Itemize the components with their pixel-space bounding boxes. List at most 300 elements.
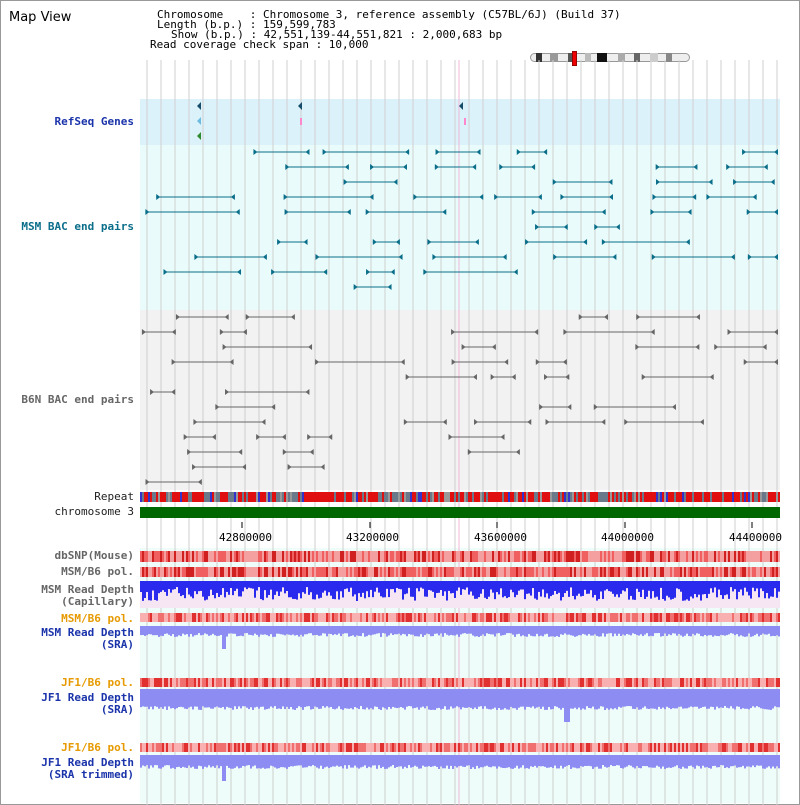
depth-bar [732, 581, 734, 591]
snp-strip-cell [244, 678, 246, 687]
depth-bar [766, 581, 768, 593]
depth-bar [222, 581, 224, 588]
snp-strip-cell [400, 567, 402, 577]
snp-strip-cell [692, 551, 694, 562]
snp-strip-cell [258, 678, 260, 687]
bac-end-marker [448, 434, 452, 440]
snp-strip-cell [586, 678, 588, 687]
snp-strip-cell [182, 678, 184, 687]
repeat-bar [378, 492, 380, 502]
repeat-bar [588, 492, 590, 502]
repeat-bar [316, 492, 318, 502]
repeat-bar [342, 492, 344, 502]
snp-strip-cell [714, 551, 716, 562]
repeat-bar [596, 492, 598, 502]
snp-strip-cell [220, 743, 222, 752]
depth-bar [520, 755, 522, 768]
snp-strip-cell [566, 567, 568, 577]
bac-end-marker [774, 329, 778, 335]
snp-strip-cell [304, 613, 306, 622]
bac-end-marker [479, 194, 483, 200]
snp-strip-cell [462, 613, 464, 622]
snp-strip-cell [524, 743, 526, 752]
depth-bar [676, 626, 678, 636]
depth-bar [634, 626, 636, 634]
snp-strip-cell [392, 678, 394, 687]
snp-strip-cell [490, 551, 492, 562]
snp-strip-cell [532, 613, 534, 622]
snp-strip-cell [580, 613, 582, 622]
repeat-bar [154, 492, 156, 502]
snp-strip-cell [448, 613, 450, 622]
repeat-bar [532, 492, 534, 502]
depth-bar [708, 581, 710, 594]
snp-strip-cell [696, 678, 698, 687]
depth-bar [582, 689, 584, 709]
snp-strip-cell [456, 678, 458, 687]
depth-bar [188, 689, 190, 707]
depth-bar [356, 755, 358, 768]
bac-end-marker [695, 344, 699, 350]
depth-bar [752, 755, 754, 766]
bac-end-marker [714, 344, 718, 350]
snp-strip-cell [180, 743, 182, 752]
depth-bar [190, 581, 192, 597]
depth-bar [330, 626, 332, 634]
snp-strip-cell [256, 678, 258, 687]
snp-strip-cell [398, 678, 400, 687]
jf1-b6-pol-label-2[interactable]: JF1/B6 pol. [61, 741, 134, 754]
snp-strip-cell [592, 743, 594, 752]
repeat-bar [514, 492, 516, 502]
depth-bar [174, 581, 176, 589]
depth-bar [184, 581, 186, 598]
repeat-bar [300, 492, 302, 502]
depth-bar [722, 581, 724, 599]
bac-end-marker [307, 434, 311, 440]
depth-bar [718, 626, 720, 636]
depth-bar [636, 581, 638, 589]
snp-strip-cell [678, 613, 680, 622]
snp-strip-cell [196, 551, 198, 562]
depth-bar [456, 755, 458, 768]
repeat-bar [392, 492, 394, 502]
msm-read-depth-sra-label[interactable]: MSM Read Depth [41, 626, 134, 639]
snp-strip-cell [570, 613, 572, 622]
snp-strip-cell [750, 567, 752, 577]
snp-strip-cell [654, 613, 656, 622]
depth-bar [370, 755, 372, 768]
depth-bar [556, 581, 558, 594]
depth-bar [420, 581, 422, 588]
snp-strip-cell [416, 567, 418, 577]
snp-strip-cell [264, 743, 266, 752]
snp-strip-cell [766, 613, 768, 622]
depth-bar [414, 581, 416, 601]
depth-bar [478, 626, 480, 637]
depth-bar [712, 689, 714, 707]
depth-bar [178, 755, 180, 767]
snp-strip-cell [290, 613, 292, 622]
snp-strip-cell [276, 551, 278, 562]
bac-end-marker [564, 224, 568, 230]
snp-strip-cell [704, 678, 706, 687]
repeat-bar [266, 492, 268, 502]
msm-bac-label[interactable]: MSM BAC end pairs [21, 220, 134, 233]
snp-strip-cell [350, 678, 352, 687]
snp-strip-cell [650, 678, 652, 687]
snp-strip-cell [684, 567, 686, 577]
bac-end-marker [310, 449, 314, 455]
snp-strip-cell [690, 551, 692, 562]
depth-bar [488, 689, 490, 709]
snp-strip-cell [478, 551, 480, 562]
snp-strip-cell [300, 678, 302, 687]
snp-strip-cell [396, 613, 398, 622]
bac-end-marker [594, 404, 598, 410]
snp-strip-cell [482, 678, 484, 687]
msm-read-depth-capillary-label[interactable]: MSM Read Depth [41, 583, 134, 596]
snp-strip-cell [596, 678, 598, 687]
depth-bar [630, 581, 632, 596]
snp-strip-cell [552, 678, 554, 687]
snp-strip-cell [330, 743, 332, 752]
snp-strip-cell [316, 613, 318, 622]
snp-strip-cell [544, 567, 546, 577]
snp-strip-cell [442, 567, 444, 577]
depth-bar [300, 755, 302, 765]
bac-end-marker [546, 419, 550, 425]
depth-bar [694, 626, 696, 635]
depth-bar [544, 581, 546, 597]
snp-strip-cell [264, 678, 266, 687]
depth-bar [624, 626, 626, 635]
depth-bar [254, 689, 256, 707]
bac-end-marker [212, 434, 216, 440]
depth-bar [674, 755, 676, 766]
repeat-bar [608, 492, 610, 502]
depth-bar [776, 581, 778, 598]
snp-strip-cell [284, 567, 286, 577]
depth-bar [696, 689, 698, 707]
snp-strip-cell [266, 551, 268, 562]
snp-strip-cell [640, 613, 642, 622]
snp-strip-cell [582, 613, 584, 622]
depth-bar [740, 755, 742, 767]
snp-strip-cell [660, 551, 662, 562]
depth-bar [408, 581, 410, 588]
depth-bar [620, 581, 622, 594]
snp-strip-cell [190, 678, 192, 687]
snp-strip-cell [612, 743, 614, 752]
snp-strip-cell [192, 551, 194, 562]
depth-bar [654, 689, 656, 709]
jf1-read-depth-sra-label[interactable]: JF1 Read Depth [41, 691, 134, 704]
snp-strip-cell [360, 678, 362, 687]
snp-strip-cell [280, 567, 282, 577]
snp-strip-cell [242, 743, 244, 752]
repeat-bar [776, 492, 778, 502]
depth-bar [352, 581, 354, 596]
snp-strip-cell [630, 567, 632, 577]
snp-strip-cell [202, 567, 204, 577]
depth-bar [344, 626, 346, 633]
snp-strip-cell [474, 743, 476, 752]
snp-strip-cell [434, 743, 436, 752]
depth-bar [622, 626, 624, 634]
snp-strip-cell [222, 678, 224, 687]
repeat-bar [652, 492, 654, 502]
snp-strip-cell [284, 551, 286, 562]
depth-bar [474, 581, 476, 599]
depth-bar [142, 755, 144, 765]
depth-bar [672, 581, 674, 599]
depth-bar [622, 689, 624, 707]
depth-bar [386, 581, 388, 589]
b6n-bac-label[interactable]: B6N BAC end pairs [21, 393, 134, 406]
snp-strip-cell [774, 551, 776, 562]
snp-strip-cell [506, 613, 508, 622]
repeat-bar [256, 492, 258, 502]
depth-bar [394, 626, 396, 634]
depth-bar [336, 581, 338, 591]
depth-bar [140, 689, 142, 707]
snp-strip-cell [720, 613, 722, 622]
snp-strip-cell [710, 743, 712, 752]
depth-bar [244, 581, 246, 587]
repeat-bar [174, 492, 176, 502]
depth-bar [690, 689, 692, 706]
depth-bar [246, 755, 248, 765]
snp-strip-cell [506, 551, 508, 562]
snp-strip-cell [732, 551, 734, 562]
snp-strip-cell [460, 551, 462, 562]
snp-strip-cell [196, 567, 198, 577]
repeat-label[interactable]: Repeat [94, 490, 134, 503]
snp-strip-cell [142, 567, 144, 577]
depth-bar [374, 689, 376, 706]
repeat-bar [730, 492, 732, 502]
bac-end-marker [543, 149, 547, 155]
depth-bar [664, 689, 666, 709]
snp-strip-cell [590, 551, 592, 562]
depth-bar [308, 581, 310, 595]
dbsnp-label[interactable]: dbSNP(Mouse) [54, 549, 134, 562]
snp-strip-cell [306, 613, 308, 622]
depth-bar [658, 755, 660, 767]
snp-strip-cell [222, 613, 224, 622]
snp-strip-cell [528, 678, 530, 687]
snp-strip-cell [342, 551, 344, 562]
snp-strip-cell [758, 567, 760, 577]
depth-bar [742, 581, 744, 595]
snp-strip-cell [668, 743, 670, 752]
repeat-bar [644, 492, 646, 502]
depth-bar [232, 755, 234, 769]
depth-bar [670, 581, 672, 600]
depth-bar [768, 755, 770, 766]
snp-strip-cell [218, 743, 220, 752]
depth-bar [482, 626, 484, 634]
depth-bar [646, 755, 648, 766]
depth-bar [704, 755, 706, 767]
depth-bar [538, 626, 540, 636]
snp-strip-cell [404, 678, 406, 687]
depth-bar [238, 581, 240, 596]
refseq-genes-label[interactable]: RefSeq Genes [54, 115, 134, 128]
depth-bar [412, 755, 414, 767]
jf1-read-depth-trimmed-sub: (SRA trimmed) [47, 768, 134, 781]
depth-bar [318, 755, 320, 769]
snp-strip-cell [412, 567, 414, 577]
snp-strip-cell [698, 613, 700, 622]
depth-bar [730, 626, 732, 633]
repeat-bar [592, 492, 594, 502]
snp-strip-cell [330, 678, 332, 687]
depth-bar [504, 581, 506, 596]
depth-bar [464, 581, 466, 590]
depth-bar [472, 755, 474, 767]
depth-bar [462, 626, 464, 634]
snp-strip-cell [768, 678, 770, 687]
snp-strip-cell [340, 551, 342, 562]
snp-strip-cell [288, 743, 290, 752]
snp-strip-cell [192, 567, 194, 577]
snp-strip-cell [436, 567, 438, 577]
msm-b6-pol-label-1[interactable]: MSM/B6 pol. [61, 565, 134, 578]
depth-bar [346, 755, 348, 769]
jf1-read-depth-trimmed-label[interactable]: JF1 Read Depth [41, 756, 134, 769]
snp-strip-cell [724, 743, 726, 752]
snp-strip-cell [314, 613, 316, 622]
bac-end-marker [764, 164, 768, 170]
repeat-bar [502, 492, 504, 502]
repeat-bar [726, 492, 728, 502]
depth-bar [246, 626, 248, 633]
depth-bar [510, 755, 512, 769]
depth-bar [576, 755, 578, 768]
snp-strip-cell [672, 613, 674, 622]
snp-strip-cell [628, 567, 630, 577]
snp-strip-cell [158, 551, 160, 562]
bac-end-marker [744, 359, 748, 365]
depth-bar [372, 626, 374, 635]
depth-bar [510, 626, 512, 633]
depth-bar [362, 755, 364, 767]
chromosome-label[interactable]: chromosome 3 [54, 505, 134, 518]
depth-bar [700, 755, 702, 768]
snp-strip-cell [730, 567, 732, 577]
snp-strip-cell [468, 567, 470, 577]
snp-strip-cell [704, 567, 706, 577]
depth-bar [618, 626, 620, 634]
snp-strip-cell [438, 551, 440, 562]
bac-end-marker [531, 164, 535, 170]
depth-bar [454, 689, 456, 708]
snp-strip-cell [428, 567, 430, 577]
depth-bar [518, 626, 520, 634]
snp-strip-cell [628, 743, 630, 752]
depth-bar [628, 626, 630, 635]
snp-strip-cell [312, 567, 314, 577]
snp-strip-cell [674, 678, 676, 687]
snp-strip-cell [356, 743, 358, 752]
repeat-bar [694, 492, 696, 502]
snp-strip-cell [272, 743, 274, 752]
depth-bar [152, 689, 154, 709]
snp-strip-cell [670, 743, 672, 752]
snp-strip-cell [496, 551, 498, 562]
snp-strip-cell [240, 567, 242, 577]
depth-bar [392, 755, 394, 765]
depth-bar [278, 755, 280, 768]
snp-strip-cell [368, 551, 370, 562]
repeat-bar [554, 492, 556, 502]
snp-strip-cell [772, 743, 774, 752]
depth-bar [626, 689, 628, 706]
snp-strip-cell [508, 613, 510, 622]
snp-strip-cell [480, 567, 482, 577]
repeat-bar [674, 492, 676, 502]
snp-strip-cell [716, 678, 718, 687]
depth-bar [586, 626, 588, 636]
snp-strip-cell [596, 551, 598, 562]
snp-strip-cell [384, 551, 386, 562]
repeat-bar [628, 492, 630, 502]
depth-bar [672, 689, 674, 708]
repeat-bar [302, 492, 304, 502]
snp-strip-cell [252, 551, 254, 562]
depth-bar [402, 689, 404, 708]
depth-bar [296, 581, 298, 600]
snp-strip-cell [364, 551, 366, 562]
snp-strip-cell [520, 567, 522, 577]
depth-bar [200, 626, 202, 635]
jf1-b6-pol-label-1[interactable]: JF1/B6 pol. [61, 676, 134, 689]
snp-strip-cell [536, 613, 538, 622]
snp-strip-cell [306, 551, 308, 562]
snp-strip-cell [328, 743, 330, 752]
depth-bar [642, 689, 644, 708]
snp-strip-cell [712, 567, 714, 577]
depth-bar [314, 755, 316, 766]
snp-strip-cell [540, 551, 542, 562]
depth-bar [292, 689, 294, 709]
snp-strip-cell [496, 567, 498, 577]
snp-strip-cell [518, 678, 520, 687]
bac-end-marker [373, 239, 377, 245]
snp-strip-cell [190, 743, 192, 752]
depth-bar [594, 626, 596, 634]
repeat-bar [222, 492, 224, 502]
snp-strip-cell [402, 678, 404, 687]
repeat-bar [276, 492, 278, 502]
snp-strip-cell [186, 678, 188, 687]
snp-strip-cell [476, 678, 478, 687]
snp-strip-cell [778, 678, 780, 687]
snp-strip-cell [502, 678, 504, 687]
bac-end-marker [652, 194, 656, 200]
depth-bar [484, 626, 486, 636]
depth-bar [648, 689, 650, 709]
depth-bar [496, 581, 498, 592]
depth-bar [232, 626, 234, 634]
depth-bar [462, 689, 464, 707]
msm-b6-pol-label-2[interactable]: MSM/B6 pol. [61, 612, 134, 625]
depth-bar [326, 626, 328, 636]
depth-bar [194, 626, 196, 635]
snp-strip-cell [676, 678, 678, 687]
